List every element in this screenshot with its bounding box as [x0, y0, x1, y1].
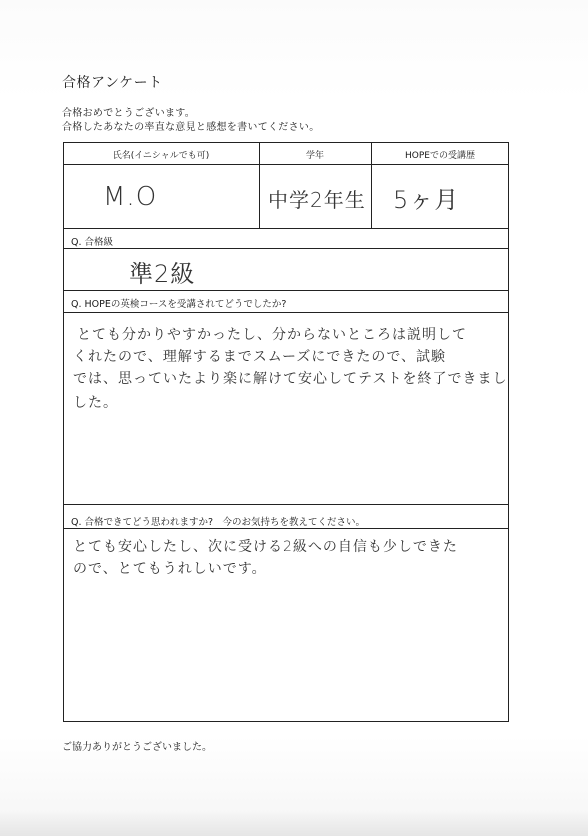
- scan-shadow: [0, 810, 588, 836]
- q-course-answer-line: とても分かりやすかったし、分からないところは説明して: [77, 327, 467, 343]
- divider: [63, 228, 509, 229]
- q-grade-label: Q. 合格級: [71, 237, 114, 248]
- header-attendance: HOPEでの受講歴: [405, 151, 475, 161]
- divider: [63, 164, 509, 165]
- q-course-label: Q. HOPEの英検コースを受講されてどうでしたか?: [71, 299, 287, 310]
- q-course-answer-line: した。: [73, 395, 118, 411]
- value-attendance: 5ヶ月: [393, 186, 460, 214]
- value-name: M.O: [103, 182, 158, 212]
- survey-form: [63, 142, 509, 722]
- form-title: 合格アンケート: [62, 75, 163, 91]
- divider: [63, 528, 509, 529]
- divider: [63, 504, 509, 505]
- q-course-answer-line: くれたので、理解するまでスムーズにできたので、試験: [73, 349, 447, 365]
- divider: [63, 312, 509, 313]
- q-grade-answer: 準2級: [129, 260, 196, 288]
- header-grade: 学年: [305, 151, 324, 161]
- value-grade: 中学2年生: [268, 188, 366, 212]
- header-name: 氏名(イニシャルでも可): [112, 151, 210, 161]
- footer-thanks: ご協力ありがとうございました。: [62, 742, 212, 753]
- intro-line-2: 合格したあなたの率直な意見と感想を書いてください。: [62, 122, 320, 133]
- q-feeling-answer-line: とても安心したし、次に受ける2級への自信も少しできた: [73, 539, 458, 555]
- form-frame: [63, 142, 509, 722]
- q-feeling-label: Q. 合格できてどう思われますか? 今のお気持ちを教えてください。: [71, 517, 366, 528]
- intro-line-1: 合格おめでとうございます。: [62, 108, 196, 119]
- q-course-answer-line: では、思っていたより楽に解けて安心してテストを終了できまし: [73, 371, 508, 387]
- divider: [63, 248, 509, 249]
- q-feeling-answer-line: ので、とてもうれしいです。: [73, 561, 267, 577]
- divider: [63, 290, 509, 291]
